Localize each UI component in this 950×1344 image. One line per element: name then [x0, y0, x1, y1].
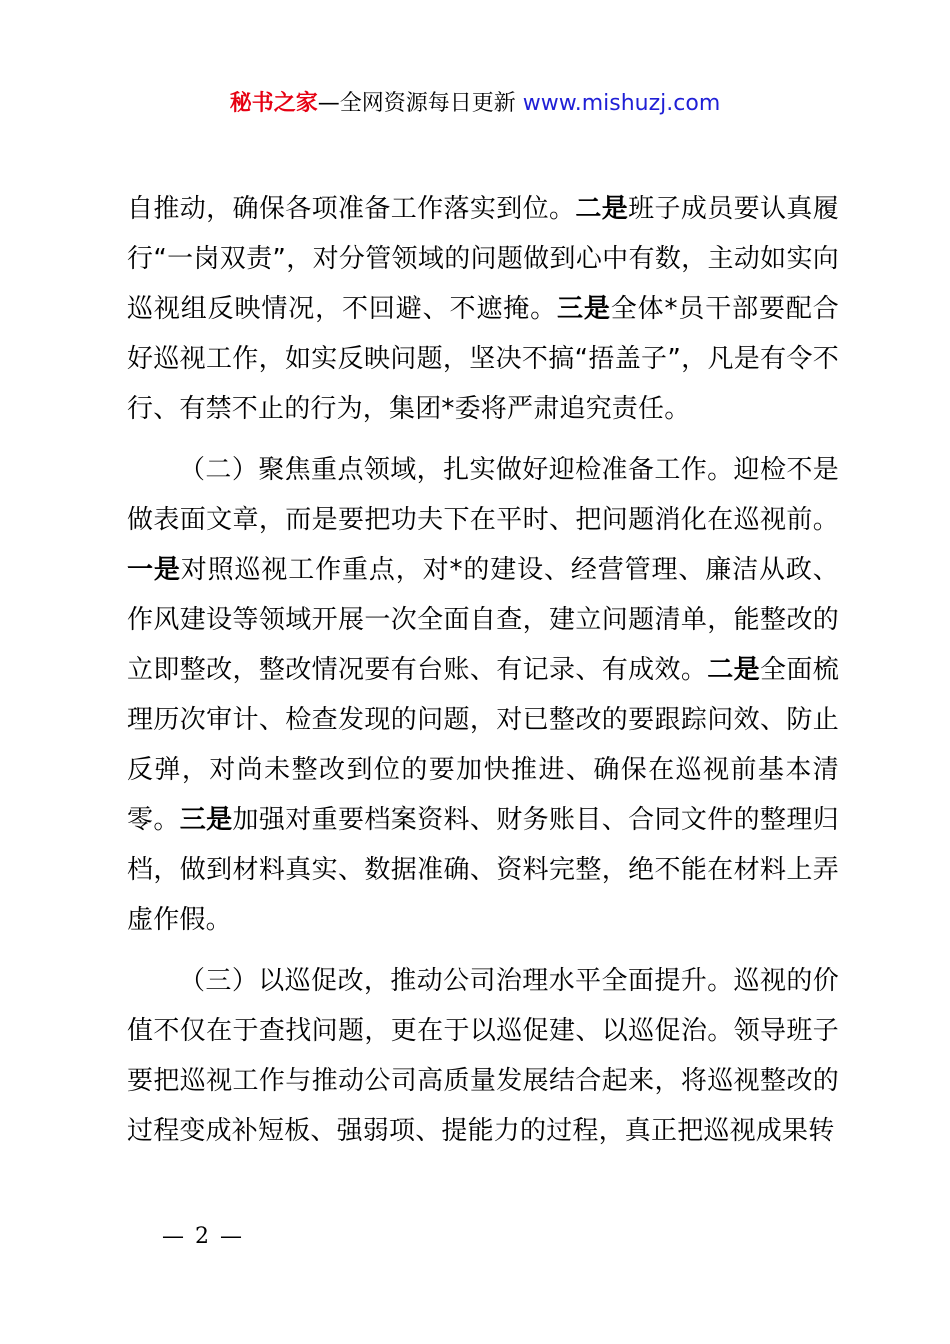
- document-body: [127, 184, 839, 1167]
- text-segment: （三）以巡促改，推动公司治理水平全面提升。巡视的价值不仅在于查找问题，更在于以巡促建、以巡促治。领导班子要把巡视工作与推动公司高质量发展结合起来，将巡视整改的过程变成补短板、强弱项、提能力的过程，真正把巡视成果转: [127, 966, 839, 1146]
- text-segment: 加强对重要档案资料、财务账目、合同文件的整理归档，做到材料真实、数据准确、资料完整，绝不能在材料上弄虚作假。: [127, 805, 840, 935]
- paragraph-continuation: [127, 184, 839, 434]
- paragraph-section-three: [127, 956, 839, 1156]
- emphasis-segment: 二是: [575, 194, 629, 224]
- text-segment: 全面梳理历次审计、检查发现的问题，对已整改的要跟踪问效、防止反弹，对尚未整改到位的要加快推进、确保在巡视前基本清零。: [127, 655, 839, 835]
- brand-name: 秘书之家: [229, 91, 318, 116]
- emphasis-segment: 三是: [179, 805, 233, 835]
- text-segment: 自推动，确保各项准备工作落实到位。: [127, 194, 576, 224]
- paragraph-section-two: [127, 445, 839, 945]
- header-slogan: —全网资源每日更新: [317, 91, 516, 116]
- page-number: — 2 —: [162, 1224, 244, 1249]
- text-segment: 对照巡视工作重点，对*的建设、经营管理、廉洁从政、作风建设等领域开展一次全面自查，建立问题清单，能整改的立即整改，整改情况要有台账、有记录、有成效。: [127, 555, 839, 685]
- text-segment: 班子成员要认真履行“一岗双责”，对分管领域的问题做到心中有数，主动如实向巡视组反映情况，不回避、不遮掩。: [127, 194, 840, 324]
- text-segment: 全体*员干部要配合好巡视工作，如实反映问题，坚决不搞“捂盖子”，凡是有令不行、有禁不止的行为，集团*委将严肃追究责任。: [127, 294, 840, 424]
- emphasis-segment: 二是: [707, 655, 761, 685]
- emphasis-segment: 三是: [557, 294, 611, 324]
- text-segment: （二）聚焦重点领域，扎实做好迎检准备工作。迎检不是做表面文章，而是要把功夫下在平时、把问题消化在巡视前。: [127, 455, 839, 535]
- site-url[interactable]: www.mishuzj.com: [522, 91, 721, 116]
- site-header: [0, 86, 950, 122]
- emphasis-segment: 一是: [127, 555, 181, 585]
